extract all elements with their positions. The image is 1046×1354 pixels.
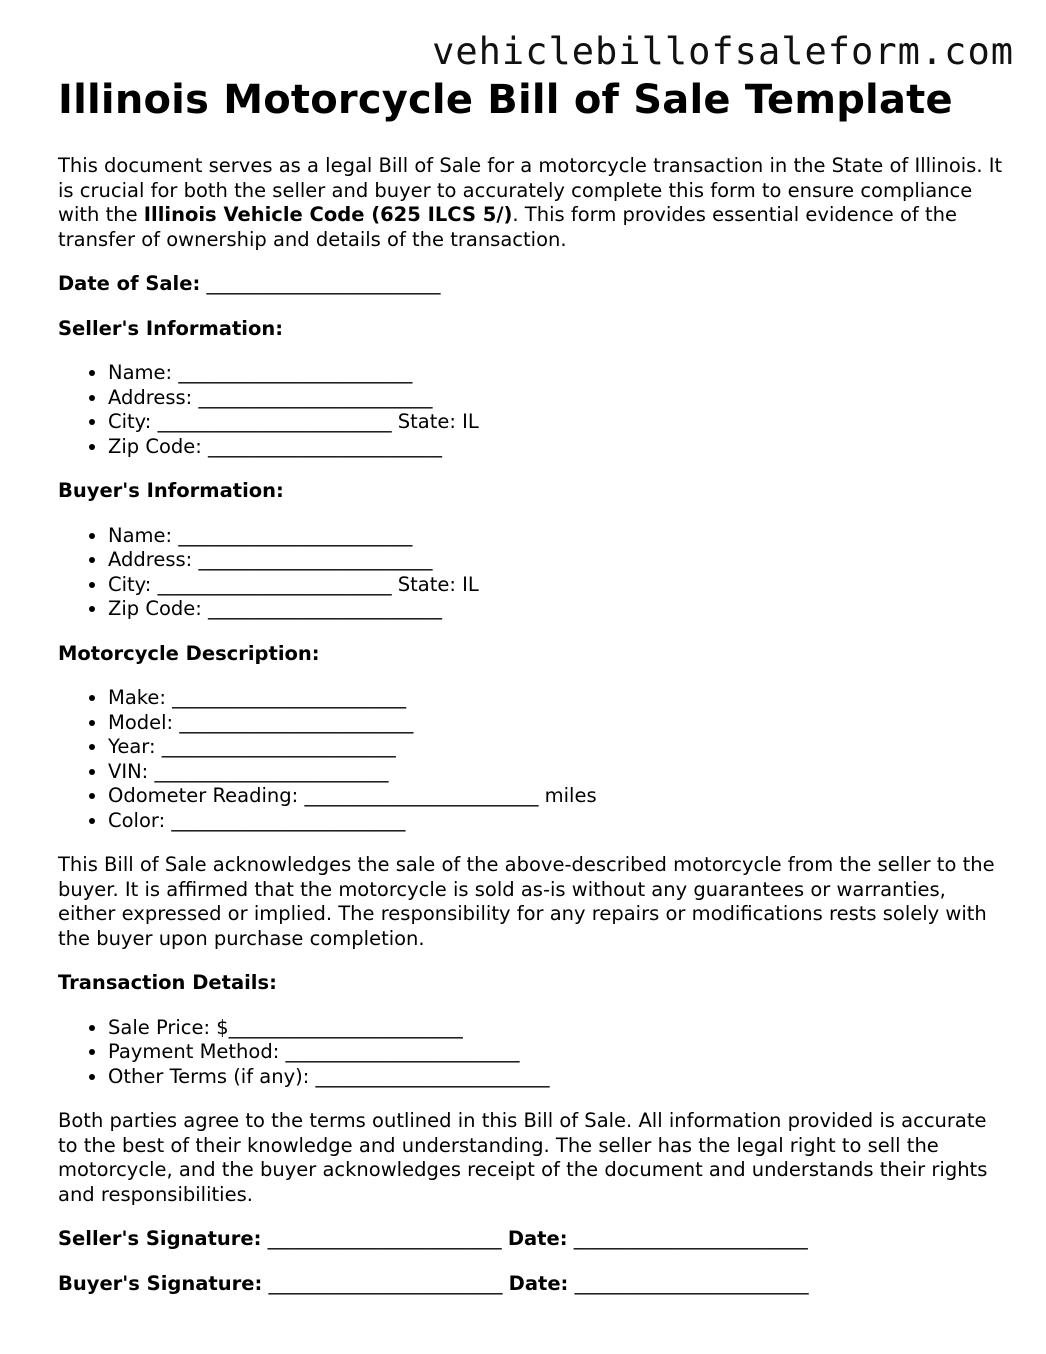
buyer-address-item — [108, 548, 1008, 573]
seller-heading: Seller's Information: — [58, 316, 284, 340]
buyer-address-label: Address: — [108, 548, 193, 571]
intro-text-end: . This form provides essential evidence of the transfer of ownership and details of the transaction. — [58, 203, 958, 251]
payment-method-label: Payment Method: — [108, 1040, 280, 1063]
seller-signature-blank[interactable]: ________________________ — [267, 1227, 502, 1250]
buyer-city-label: City: — [108, 572, 152, 596]
buyer-signature-blank[interactable]: ________________________ — [268, 1271, 503, 1295]
seller-address-label: Address: — [108, 385, 193, 409]
sale-price-blank[interactable]: ________________________ — [228, 1015, 463, 1039]
buyer-date-blank[interactable]: ________________________ — [574, 1271, 809, 1295]
transaction-info-list — [58, 1016, 1008, 1090]
intro-code-reference: Illinois Vehicle Code (625 ILCS 5/) — [143, 203, 513, 226]
motorcycle-heading: Motorcycle Description: — [58, 641, 320, 665]
date-of-sale-field — [58, 272, 1008, 297]
seller-zip-blank[interactable]: ________________________ — [208, 434, 443, 458]
seller-zip-label: Zip Code: — [108, 434, 202, 458]
document-title: Illinois Motorcycle Bill of Sale Template — [58, 77, 953, 123]
other-terms-label: Other Terms (if any): — [108, 1064, 310, 1088]
intro-paragraph — [58, 154, 1008, 252]
payment-method-item — [108, 1040, 1008, 1065]
year-blank[interactable]: ________________________ — [161, 735, 396, 758]
color-item — [108, 809, 1008, 834]
seller-name-blank[interactable]: ________________________ — [178, 361, 413, 384]
sale-price-label: Sale Price: $ — [108, 1015, 229, 1039]
buyer-signature-label: Buyer's Signature: — [58, 1271, 263, 1295]
color-blank[interactable]: ________________________ — [171, 808, 406, 832]
seller-state-text: State: IL — [397, 410, 479, 433]
seller-name-label: Name: — [108, 361, 173, 384]
date-of-sale-label: Date of Sale: — [58, 272, 201, 295]
make-label: Make: — [108, 686, 166, 709]
payment-method-blank[interactable]: ________________________ — [285, 1040, 520, 1063]
buyer-name-label: Name: — [108, 523, 173, 547]
odometer-label: Odometer Reading: — [108, 784, 299, 807]
model-blank[interactable]: ________________________ — [179, 710, 414, 734]
seller-address-blank[interactable]: ________________________ — [198, 385, 433, 409]
seller-signature-label: Seller's Signature: — [58, 1227, 262, 1250]
year-label: Year: — [108, 735, 156, 758]
date-of-sale-blank[interactable]: ________________________ — [206, 272, 441, 295]
motorcycle-info-list — [58, 686, 1008, 833]
seller-info-list — [58, 361, 1008, 459]
model-label: Model: — [108, 710, 174, 734]
buyer-zip-blank[interactable]: ________________________ — [208, 597, 443, 620]
sale-price-item — [108, 1016, 1008, 1041]
agreement-paragraph: Both parties agree to the terms outlined in this Bill of Sale. All information provided is accurate to the best of their knowledge and understanding. The seller has the legal right to sell the motorcycle, and the buyer acknowledges receipt of the document and understands their rights and responsibilities. — [58, 1109, 988, 1206]
model-item — [108, 711, 1008, 736]
intro-text-start: This document serves as a legal Bill of Sale for a motorcycle transaction in the State of Illinois. It is crucial for both the seller and buyer to accurately complete this form to ensure compliance with the — [58, 154, 1003, 226]
document-page — [58, 78, 1008, 1296]
color-label: Color: — [108, 808, 166, 832]
seller-name-item — [108, 361, 1008, 386]
buyer-zip-item — [108, 597, 1008, 622]
seller-zip-item — [108, 435, 1008, 460]
acknowledgement-paragraph: This Bill of Sale acknowledges the sale of the above-described motorcycle from the seller to the buyer. It is affirmed that the motorcycle is sold as-is without any guarantees or warranties, either expressed or implied. The responsibility for any repairs or modifications rests solely with the buyer upon purchase completion. — [58, 853, 995, 950]
seller-address-item — [108, 386, 1008, 411]
buyer-signature-row — [58, 1272, 1008, 1297]
buyer-name-blank[interactable]: ________________________ — [178, 523, 413, 547]
make-item — [108, 686, 1008, 711]
buyer-address-blank[interactable]: ________________________ — [198, 548, 433, 571]
buyer-date-label: Date: — [508, 1271, 569, 1295]
buyer-info-list — [58, 524, 1008, 622]
buyer-zip-label: Zip Code: — [108, 597, 202, 620]
buyer-heading: Buyer's Information: — [58, 479, 284, 502]
vin-item — [108, 760, 1008, 785]
make-blank[interactable]: ________________________ — [172, 686, 407, 709]
buyer-name-item — [108, 524, 1008, 549]
seller-date-blank[interactable]: ________________________ — [573, 1227, 808, 1250]
seller-date-label: Date: — [507, 1227, 568, 1250]
buyer-state-text: State: IL — [397, 572, 479, 596]
site-watermark: vehiclebillofsaleform.com — [432, 30, 1014, 73]
transaction-heading: Transaction Details: — [58, 971, 277, 994]
year-item — [108, 735, 1008, 760]
buyer-city-item — [108, 573, 1008, 598]
vin-label: VIN: — [108, 759, 149, 783]
other-terms-blank[interactable]: ________________________ — [315, 1064, 550, 1088]
vin-blank[interactable]: ________________________ — [154, 759, 389, 783]
seller-city-blank[interactable]: ________________________ — [157, 410, 392, 433]
odometer-blank[interactable]: ________________________ — [304, 784, 539, 807]
seller-city-label: City: — [108, 410, 152, 433]
seller-signature-row — [58, 1227, 1008, 1252]
seller-city-item — [108, 410, 1008, 435]
odometer-item — [108, 784, 1008, 809]
buyer-city-blank[interactable]: ________________________ — [157, 572, 392, 596]
other-terms-item — [108, 1065, 1008, 1090]
odometer-unit: miles — [544, 784, 597, 807]
